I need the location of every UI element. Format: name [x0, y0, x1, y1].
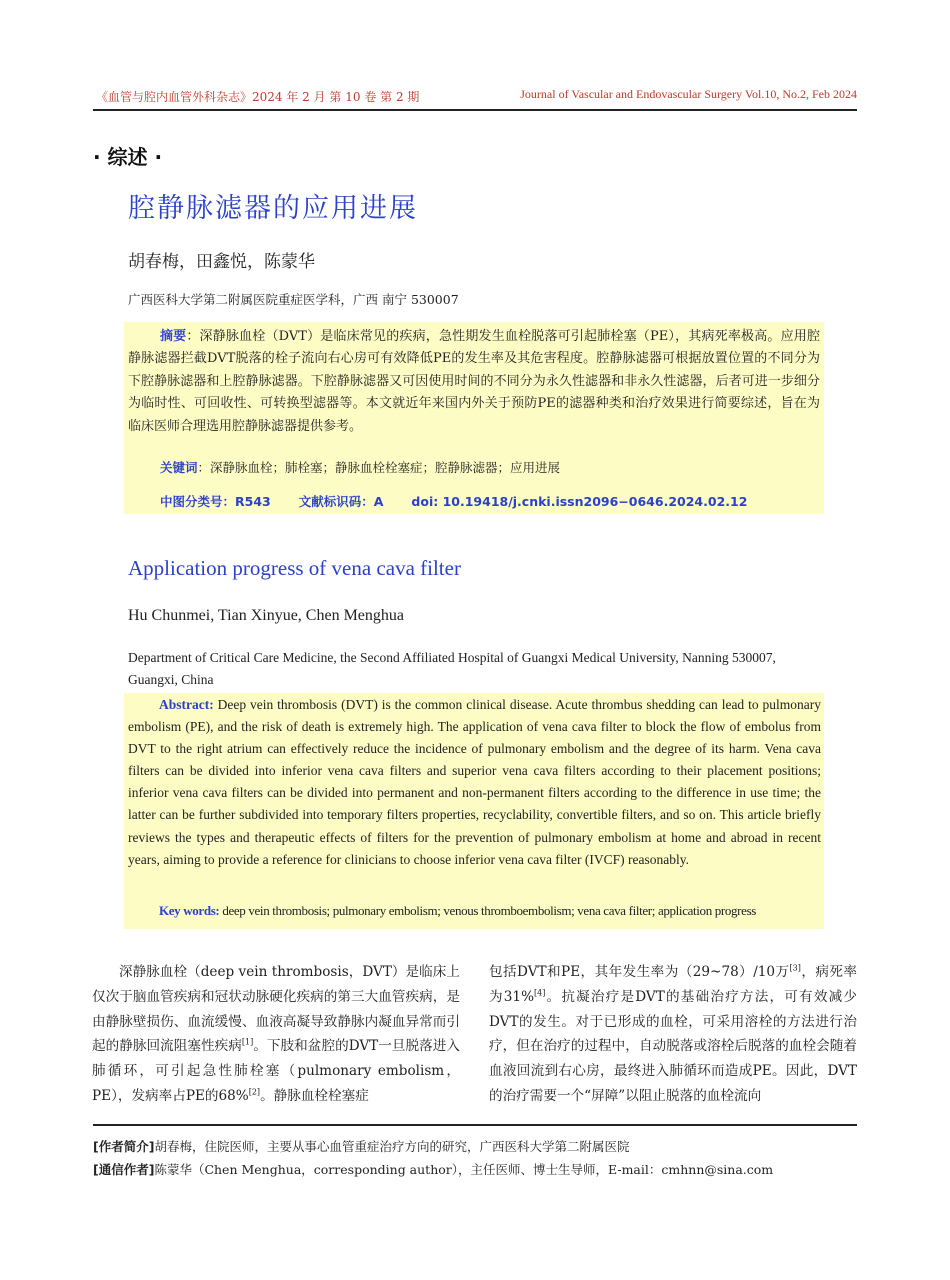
journal-header-chinese: 《血管与腔内血管外科杂志》2024 年 2 月 第 10 卷 第 2 期: [96, 90, 420, 104]
chinese-abstract-box: [124, 322, 824, 514]
chinese-authors: 胡春梅，田鑫悦，陈蒙华: [128, 252, 315, 272]
citation-ref[interactable]: [4]: [534, 988, 546, 998]
citation-ref[interactable]: [3]: [789, 963, 801, 973]
author-bio-label: [作者简介]: [93, 1139, 155, 1154]
english-keywords: [159, 903, 756, 919]
chinese-keywords-label: 关键词: [160, 460, 198, 475]
english-abstract-box: [124, 693, 824, 929]
english-keywords-text: deep vein thrombosis; pulmonary embolism; venous thromboembolism; vena cava filter; application progress: [219, 903, 756, 918]
corresponding-author-text: 陈蒙华（Chen Menghua，corresponding author），主任医师、博士生导师，E-mail：cmhnn@sina.com: [154, 1162, 774, 1177]
clc-number: 中图分类号：R543: [160, 494, 271, 509]
header-divider: [93, 109, 857, 111]
author-bio-footnote: [93, 1137, 629, 1155]
footnote-divider: [93, 1124, 857, 1126]
section-label: · 综述 ·: [93, 145, 163, 169]
english-affiliation: Department of Critical Care Medicine, the Second Affiliated Hospital of Guangxi Medical University, Nanning 530007, Guangxi, China: [128, 650, 776, 687]
author-bio-text: 胡春梅，住院医师，主要从事心血管重症治疗方向的研究，广西医科大学第二附属医院: [154, 1139, 630, 1154]
chinese-abstract: [128, 326, 820, 438]
corresponding-author-label: [通信作者]: [93, 1162, 155, 1177]
document-code: 文献标识码：A: [298, 494, 384, 509]
body-column-right: 包括DVT和PE，其年发生率为（29~78）/10万[3]，病死率为31%[4]。抗凝治疗是DVT的基础治疗方法，可有效减少DVT的发生。对于已形成的血栓，可采用溶栓的方法进行治疗，但在治疗的过程中，自动脱落或溶栓后脱落的血栓会随着血液回流到右心房，最终进入肺循环而造成PE。因此，DVT的治疗需要一个“屏障”以阻止脱落的血栓流向: [489, 963, 857, 1104]
citation-ref[interactable]: [1]: [241, 1037, 254, 1047]
chinese-keywords: [160, 458, 560, 476]
chinese-abstract-label: 摘要: [160, 329, 187, 344]
doi-link[interactable]: doi: 10.19418/j.cnki.issn2096−0646.2024.02.12: [411, 494, 748, 509]
corresponding-author-footnote: [93, 1160, 773, 1178]
chinese-title: 腔静脉滤器的应用进展: [128, 193, 418, 224]
classification-line: [160, 492, 775, 510]
english-abstract-label: Abstract:: [159, 697, 214, 712]
english-abstract: [128, 694, 821, 871]
english-authors: Hu Chunmei, Tian Xinyue, Chen Menghua: [128, 607, 404, 624]
body-column-left: 深静脉血栓（deep vein thrombosis，DVT）是临床上仅次于脑血管疾病和冠状动脉硬化疾病的第三大血管疾病，是由静脉壁损伤、血流缓慢、血液高凝导致静脉内凝血异常而引起的静脉回流阻塞性疾病[1]。下肢和盆腔的DVT一旦脱落进入肺循环，可引起急性肺栓塞（pulmonary embolism，PE），发病率占PE的68%[2]。静脉血栓栓塞症: [92, 964, 461, 1104]
english-keywords-label: Key words:: [159, 903, 220, 918]
english-title: Application progress of vena cava filter: [128, 556, 461, 580]
citation-ref[interactable]: [2]: [248, 1087, 261, 1097]
chinese-affiliation: 广西医科大学第二附属医院重症医学科，广西 南宁 530007: [128, 292, 459, 307]
chinese-keywords-text: ：深静脉血栓；肺栓塞；静脉血栓栓塞症；腔静脉滤器；应用进展: [197, 460, 561, 475]
english-abstract-text: Deep vein thrombosis (DVT) is the common clinical disease. Acute thrombus shedding can lead to pulmonary embolism (PE), and the risk of death is extremely high. The application of vena cava filter to block the flow of embolus from DVT to the right atrium can effectively reduce the incidence of pulmonary embolism and the degree of its harm. Vena cava filters can be divided into inferior vena cava filters and superior vena cava filters according to their placement positions; inferior vena cava filters can be divided into permanent and non-permanent filters according to the difference in use time; the latter can be further subdivided into temporary filters properties, recyclability, convertible filters, and so on. This article briefly reviews the types and therapeutic effects of filters for the prevention of pulmonary embolism at home and abroad in recent years, aiming to provide a reference for clinicians to choose inferior vena cava filter (IVCF) reasonably.: [128, 697, 821, 867]
chinese-abstract-text: ：深静脉血栓（DVT）是临床常见的疾病，急性期发生血栓脱落可引起肺栓塞（PE），其病死率极高。应用腔静脉滤器拦截DVT脱落的栓子流向右心房可有效降低PE的发生率及其危害程度。腔静脉滤器可根据放置位置的不同分为下腔静脉滤器和上腔静脉滤器。下腔静脉滤器又可因使用时间的不同分为永久性滤器和非永久性滤器，后者可进一步细分为临时性、可回收性、可转换型滤器等。本文就近年来国内外关于预防PE的滤器种类和治疗效果进行简要综述，旨在为临床医师合理选用腔静脉滤器提供参考。: [128, 329, 820, 434]
journal-header-english: Journal of Vascular and Endovascular Surgery Vol.10, No.2, Feb 2024: [520, 87, 857, 101]
